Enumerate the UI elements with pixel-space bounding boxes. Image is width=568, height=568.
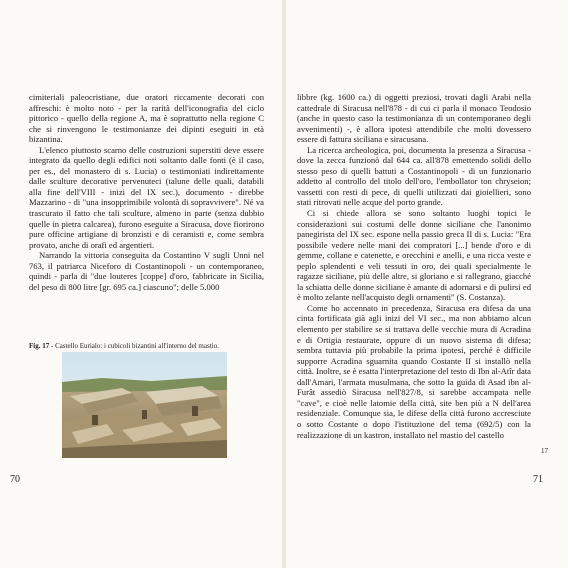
left-paragraph-1: cimiteriali paleocristiane, due oratori riccamente decorati con affreschi: è molto noto - per la rarità dell'iconografia del ciclo pittorico - quello della regione A, ma è soprattutto nella regione C che si rinvengono le testimonianze dei dipinti eseguiti in età bizantina. [29,92,264,145]
right-paragraph-4: Come ho accennato in precedenza, Siracusa era difesa da una cinta fortificata già agli inizi del VI sec., ma non abbiamo alcun elemento per stabilire se si trattava delle vecchie mura di Acradina e di Ortigia restaurate, oppure di un nuovo sistema di difesa; sembra tuttavia più probabile la prima ipotesi, perché è difficile supporre Acradina sguarnita quando Costante II si installò nella città. Inoltre, se è esatta l'interpretazione del testo di Ibn al-Atîr data dall'Amari, l'armata musulmana, che sotto la guida di Asad ibn al-Furât assediò Siracusa nell'827/8, si sarebbe accampata nelle "cave", e cioè nelle latomie della città, site ben più a N dell'area residenziale. Comunque sia, le difese della città furono accresciute o sotto Costante o dopo l'istituzione del tema (692/5) con la realizzazione di un kastron, installato nel mastio del castello [297,302,531,440]
left-page [0,0,282,568]
right-paragraph-3: Ci si chiede allora se sono soltanto luoghi topici le considerazioni sui costumi delle donne siciliane che l'anonimo panegirista del IX sec. espone nella passio greca II di s. Lucia: "Era possibile vedere nelle mani dei compratori [...] bende d'oro e di gemme, collane e catenette, e orecchini e anelli, e una ricca veste e peplo splendenti e veli tessuti in oro, dei quali specialmente le ragazze siciliane, più delle altre, si gloriano e si rallegrano, giacché la schiatta delle donne siciliane è amante di adornarsi e di pulirsi ed è molto zelante nell'acquisto degli ornamenti" (S. Costanza). [297,208,531,303]
castle-ruins-image [62,352,227,458]
left-paragraph-3: Narrando la vittoria conseguita da Costantino V sugli Unni nel 763, il patriarca Niceforo di Costantinopoli - un contemporaneo, quindi - parla di "due louteres [coppe] d'oro, fabbricate in Sicilia, del peso di 800 litre [gr. 695 ca.] ciascuno"; delle 5.000 [29,250,264,292]
right-text-column [297,92,531,440]
right-paragraph-2: La ricerca archeologica, poi, documenta la presenza a Siracusa - dove la zecca funzionò dal 644 ca. all'878 emettendo solidi dello stesso peso di quelli battuti a Costantinopoli - di un funzionario addetto al controllo del titolo dell'oro, l'embollator ton chryseion; vassetti con resti di pece, di quelli utilizzati dai gioiellieri, sono stati ritrovati nelle acque del porto grande. [297,144,531,208]
right-page [286,0,568,568]
castle-ruins-photo [62,352,227,458]
right-page-number: 71 [533,474,543,485]
figure-caption-text: - Castello Eurialo: i cubicoli bizantini all'interno del mastio. [49,342,219,350]
side-figure-mark: 17 [541,447,548,455]
figure-caption [29,342,265,351]
figure-caption-label: Fig. 17 [29,342,50,350]
left-text-column [29,92,264,292]
left-paragraph-2: L'elenco piuttosto scarno delle costruzioni superstiti deve essere integrato da quello degli edifici noti soltanto dalle fonti (è il caso, per es., del monastero di s. Lucia) o testimoniati indirettamente dalle sculture decorative pervenuteci (talune delle quali, databili alla fine dell'VIII - inizi del IX sec.), documento - direbbe Mazzarino - di "una insopprimibile volontà di sopravvivere". Né va trascurato il fatto che tali sculture, almeno in parte (senza dubbio quelle in pietra calcarea), furono eseguite a Siracusa, dove fiorirono pure officine artigiane di bronzisti e di ceramisti e, come sembra provato, anche di orafi ed argentieri. [29,144,264,250]
left-page-number: 70 [10,474,20,485]
right-paragraph-1: libbre (kg. 1600 ca.) di oggetti preziosi, trovati dagli Arabi nella cattedrale di Siracusa nell'878 - di cui ci parla il monaco Teodosio (anche in questo caso la testimonianza di un contemporaneo degli avvenimenti) -, è allora ipotesi attendibile che molti dovessero essere di fattura siciliana e siracusana. [297,92,531,145]
